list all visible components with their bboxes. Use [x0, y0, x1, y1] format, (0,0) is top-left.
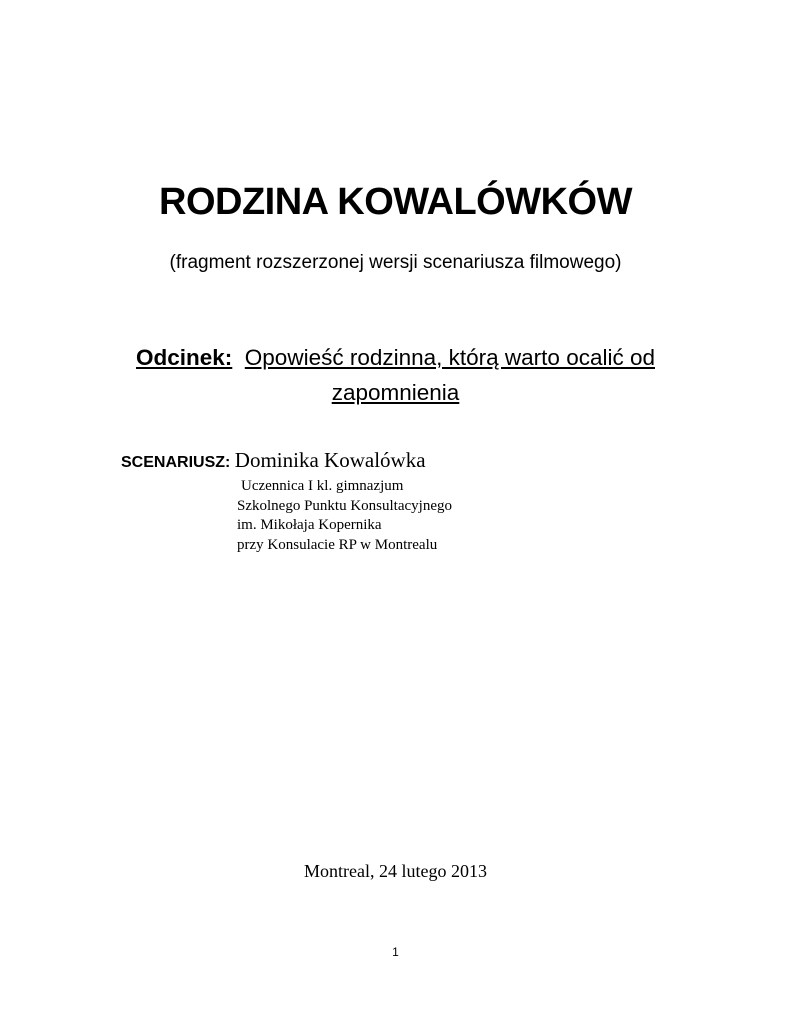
- episode-heading: [100, 340, 691, 410]
- author-row: [121, 446, 426, 477]
- document-title: RODZINA KOWALÓWKÓW: [159, 181, 632, 223]
- author-name: Dominika Kowalówka: [234, 448, 426, 472]
- episode-label: Odcinek:: [136, 345, 233, 370]
- page-number: 1: [392, 945, 399, 959]
- episode-title: Opowieść rodzinna, którą warto ocalić od zapomnienia: [244, 345, 655, 405]
- document-subtitle: (fragment rozszerzonej wersji scenariusza filmowego): [169, 252, 622, 273]
- author-label: SCENARIUSZ:: [121, 454, 231, 471]
- author-detail-line: Uczennica I kl. gimnazjum: [241, 478, 404, 494]
- author-detail-line: Szkolnego Punktu Konsultacyjnego: [237, 497, 452, 514]
- author-detail-line: przy Konsulacie RP w Montrealu: [237, 536, 438, 553]
- author-details: [237, 477, 452, 555]
- place-date: Montreal, 24 lutego 2013: [304, 861, 487, 881]
- author-detail-line: im. Mikołaja Kopernika: [237, 517, 382, 533]
